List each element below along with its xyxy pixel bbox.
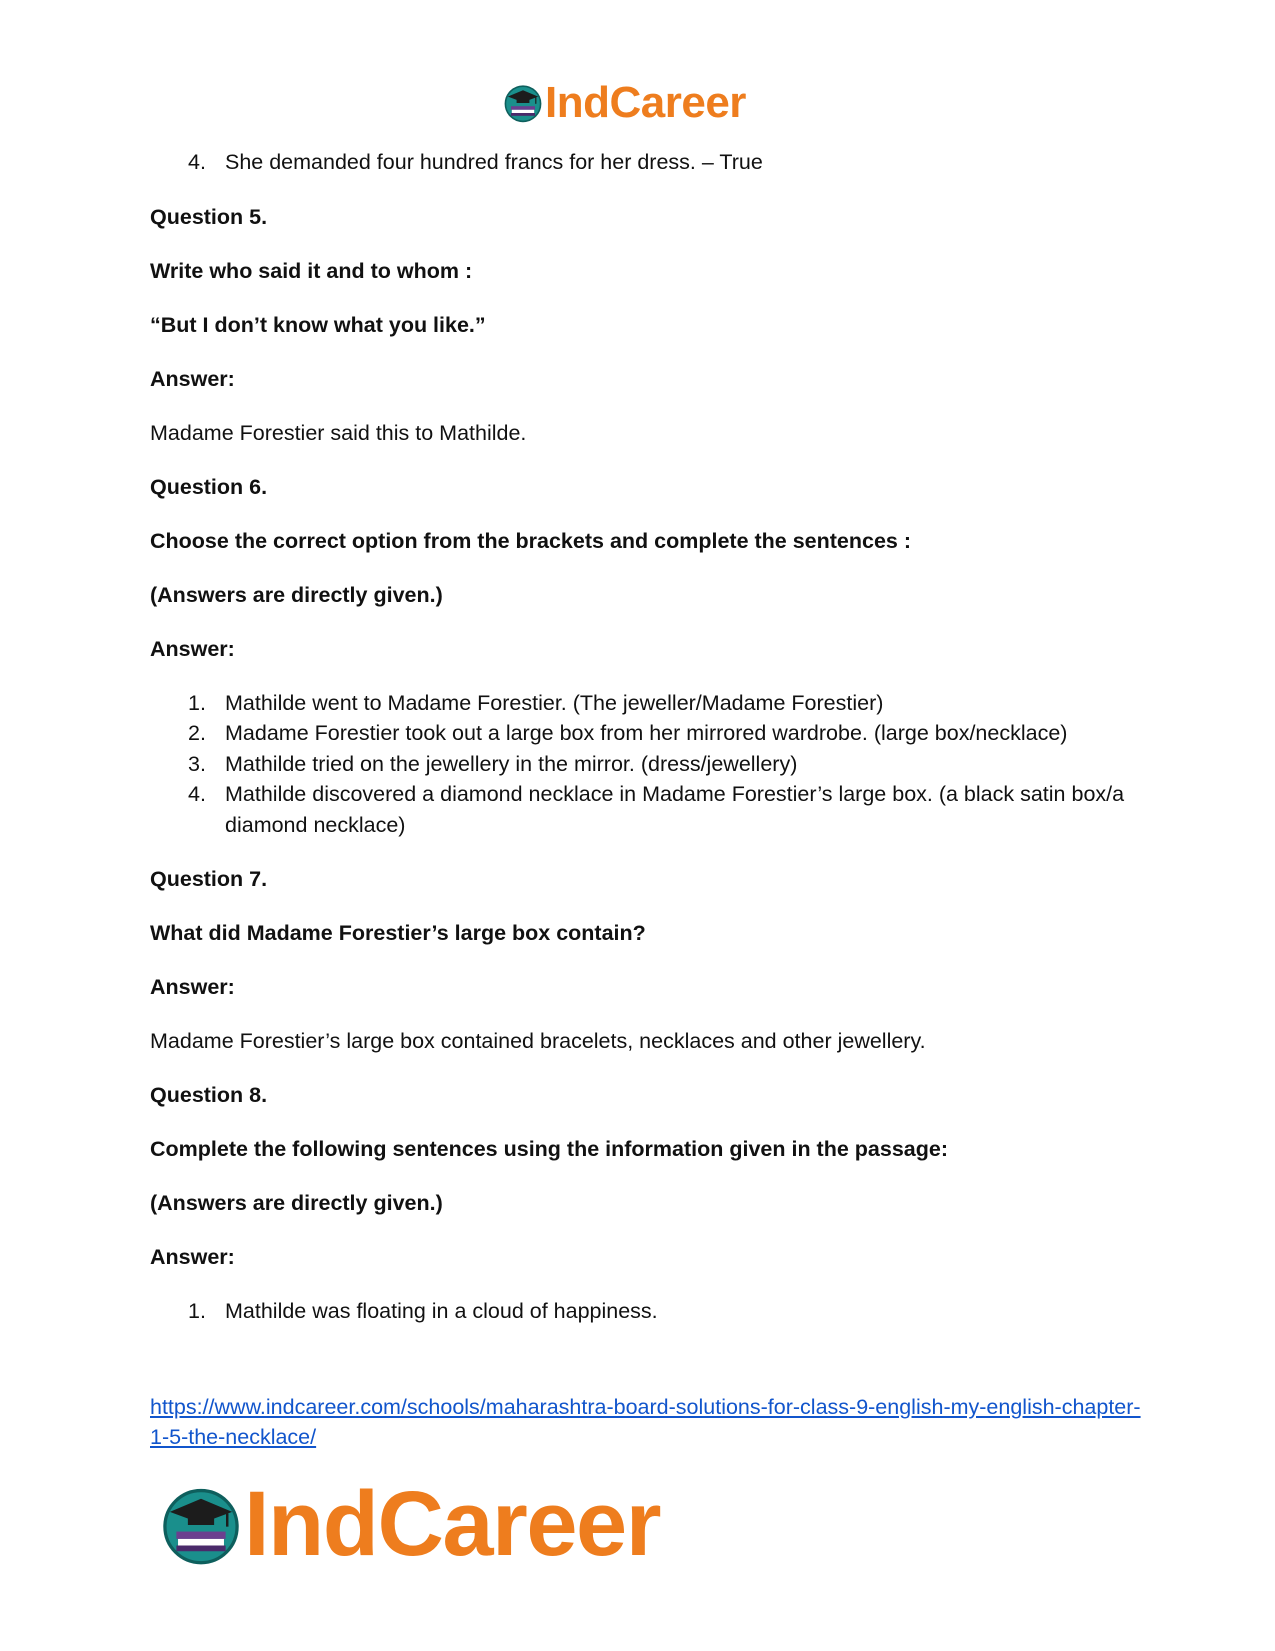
q7-heading: Question 7. — [150, 867, 268, 891]
list-item — [150, 718, 1150, 749]
q6-heading: Question 6. — [150, 474, 268, 499]
list-text: Mathilde tried on the jewellery in the mirror. (dress/jewellery) — [225, 751, 798, 776]
list-text: Madame Forestier took out a large box from her mirrored wardrobe. (large box/necklace) — [225, 721, 1068, 745]
logo-text: IndCareer — [244, 1473, 660, 1575]
q6-note: (Answers are directly given.) — [150, 582, 443, 607]
graduation-cap-book-icon — [160, 1484, 242, 1566]
header-logo — [503, 78, 746, 128]
q8-instruction: Complete the following sentences using the information given in the passage: — [150, 1137, 948, 1161]
q5-heading: Question 5. — [150, 204, 268, 229]
q7-answer-label: Answer: — [150, 975, 235, 999]
list-item — [150, 688, 1150, 719]
q6-instruction: Choose the correct option from the brackets and complete the sentences : — [150, 528, 912, 553]
q5-quote: “But I don’t know what you like.” — [150, 312, 486, 337]
list-number: 1. — [188, 1299, 206, 1323]
q6-answer-list — [150, 688, 1150, 841]
document-body — [150, 147, 1150, 1351]
list-text: Mathilde discovered a diamond necklace in Madame Forestier’s large box. (a black satin box/a diamond necklace) — [225, 782, 1125, 837]
q6-answer-label: Answer: — [150, 636, 235, 661]
q5-answer: Madame Forestier said this to Mathilde. — [150, 420, 527, 445]
footer-logo — [160, 1472, 660, 1577]
list-item — [150, 1296, 1150, 1327]
q5-instruction: Write who said it and to whom : — [150, 258, 473, 283]
q5-answer-label: Answer: — [150, 366, 235, 391]
list-number: 1. — [188, 690, 206, 715]
list-text: She demanded four hundred francs for her dress. – True — [225, 150, 763, 174]
q8-answer-label: Answer: — [150, 1245, 235, 1269]
q7-answer: Madame Forestier’s large box contained bracelets, necklaces and other jewellery. — [150, 1029, 926, 1053]
list-text: Mathilde went to Madame Forestier. (The jeweller/Madame Forestier) — [225, 690, 884, 715]
list-number: 3. — [188, 751, 206, 776]
q8-answer-list — [150, 1296, 1150, 1327]
list-item — [150, 147, 1150, 178]
top-list — [150, 147, 1150, 178]
list-item — [150, 749, 1150, 780]
q7-question: What did Madame Forestier’s large box contain? — [150, 921, 646, 945]
list-item — [150, 779, 1150, 840]
list-number: 4. — [188, 150, 206, 174]
list-number: 4. — [188, 782, 206, 806]
q8-note: (Answers are directly given.) — [150, 1191, 443, 1215]
q8-heading: Question 8. — [150, 1083, 268, 1107]
source-link[interactable]: https://www.indcareer.com/schools/maharashtra-board-solutions-for-class-9-english-my-english-chapter-1-5-the-necklace/ — [150, 1395, 1141, 1449]
list-text: Mathilde was floating in a cloud of happiness. — [225, 1299, 658, 1323]
list-number: 2. — [188, 721, 206, 745]
logo-text: IndCareer — [545, 78, 746, 127]
graduation-cap-book-icon — [503, 83, 543, 123]
